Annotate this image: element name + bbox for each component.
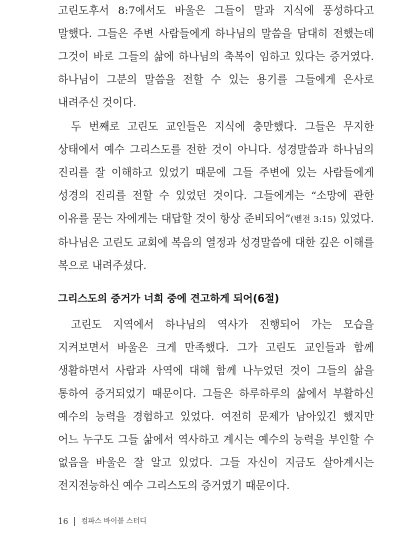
paragraph-3: 고린도 지역에서 하나님의 역사가 진행되어 가는 모습을 지켜보면서 바울은 크게 만족했다. 그가 고린도 교인들과 함께 생활하면서 사람과 사역에 대해 함께 나누었던 것이 그들의 삶을 통하여 증거되었기 때문이다. 그들은 하루하루의 삶에서 부활하신 예수의 능력을 경험하고 있었다. 여전히 문제가 남아있긴 했지만 어느 누구도 그들 삶에서 역사하고 계시는 예수의 능력을 부인할 수 없음을 바울은 잘 알고 있었다. 그들 자신이 지금도 살아계시는 전지전능하신 예수 그리스도의 증거였기 때문이다. [58, 319, 374, 492]
page-footer [58, 516, 147, 526]
scripture-reference: (벧전 3:15) [290, 215, 337, 225]
book-title: 컴파스 바이블 스터디 [81, 517, 147, 525]
paragraph-2 [58, 116, 374, 278]
paragraph-1: 고린도후서 8:7에서도 바울은 그들이 말과 지식에 풍성하다고 말했다. 그들은 주변 사람들에게 하나님의 말씀을 담대히 전했는데 그것이 바로 그들의 삶에 하나님의 축복이 임하고 있다는 증거였다. 하나님이 그분의 말씀을 전할 수 있는 용기를 그들에게 은사로 내려주신 것이다. [58, 5, 374, 109]
page-number: 16 [58, 516, 69, 526]
section-heading: 그리스도의 증거가 너희 중에 견고하게 되어(6절) [58, 294, 280, 305]
paragraph-2-end: 있었다. 하나님은 고린도 교회에 복음의 열정과 성경말씀에 대한 깊은 이해를 복으로 내려주셨다. [58, 213, 375, 272]
paragraph-2-main: 두 번째로 고린도 교인들은 지식에 충만했다. 그들은 무지한 상태에서 예수 그리스도를 전한 것이 아니다. 성경말씀과 하나님의 진리를 잘 이해하고 있었기 때문에 그들 주변에 있는 사람들에게 성경의 진리를 전할 수 있었던 것이다. 그들에게는 “소망에 관한 이유를 묻는 자에게는 대답할 것이 항상 준비되어” [58, 121, 374, 225]
footer-divider [74, 517, 75, 526]
